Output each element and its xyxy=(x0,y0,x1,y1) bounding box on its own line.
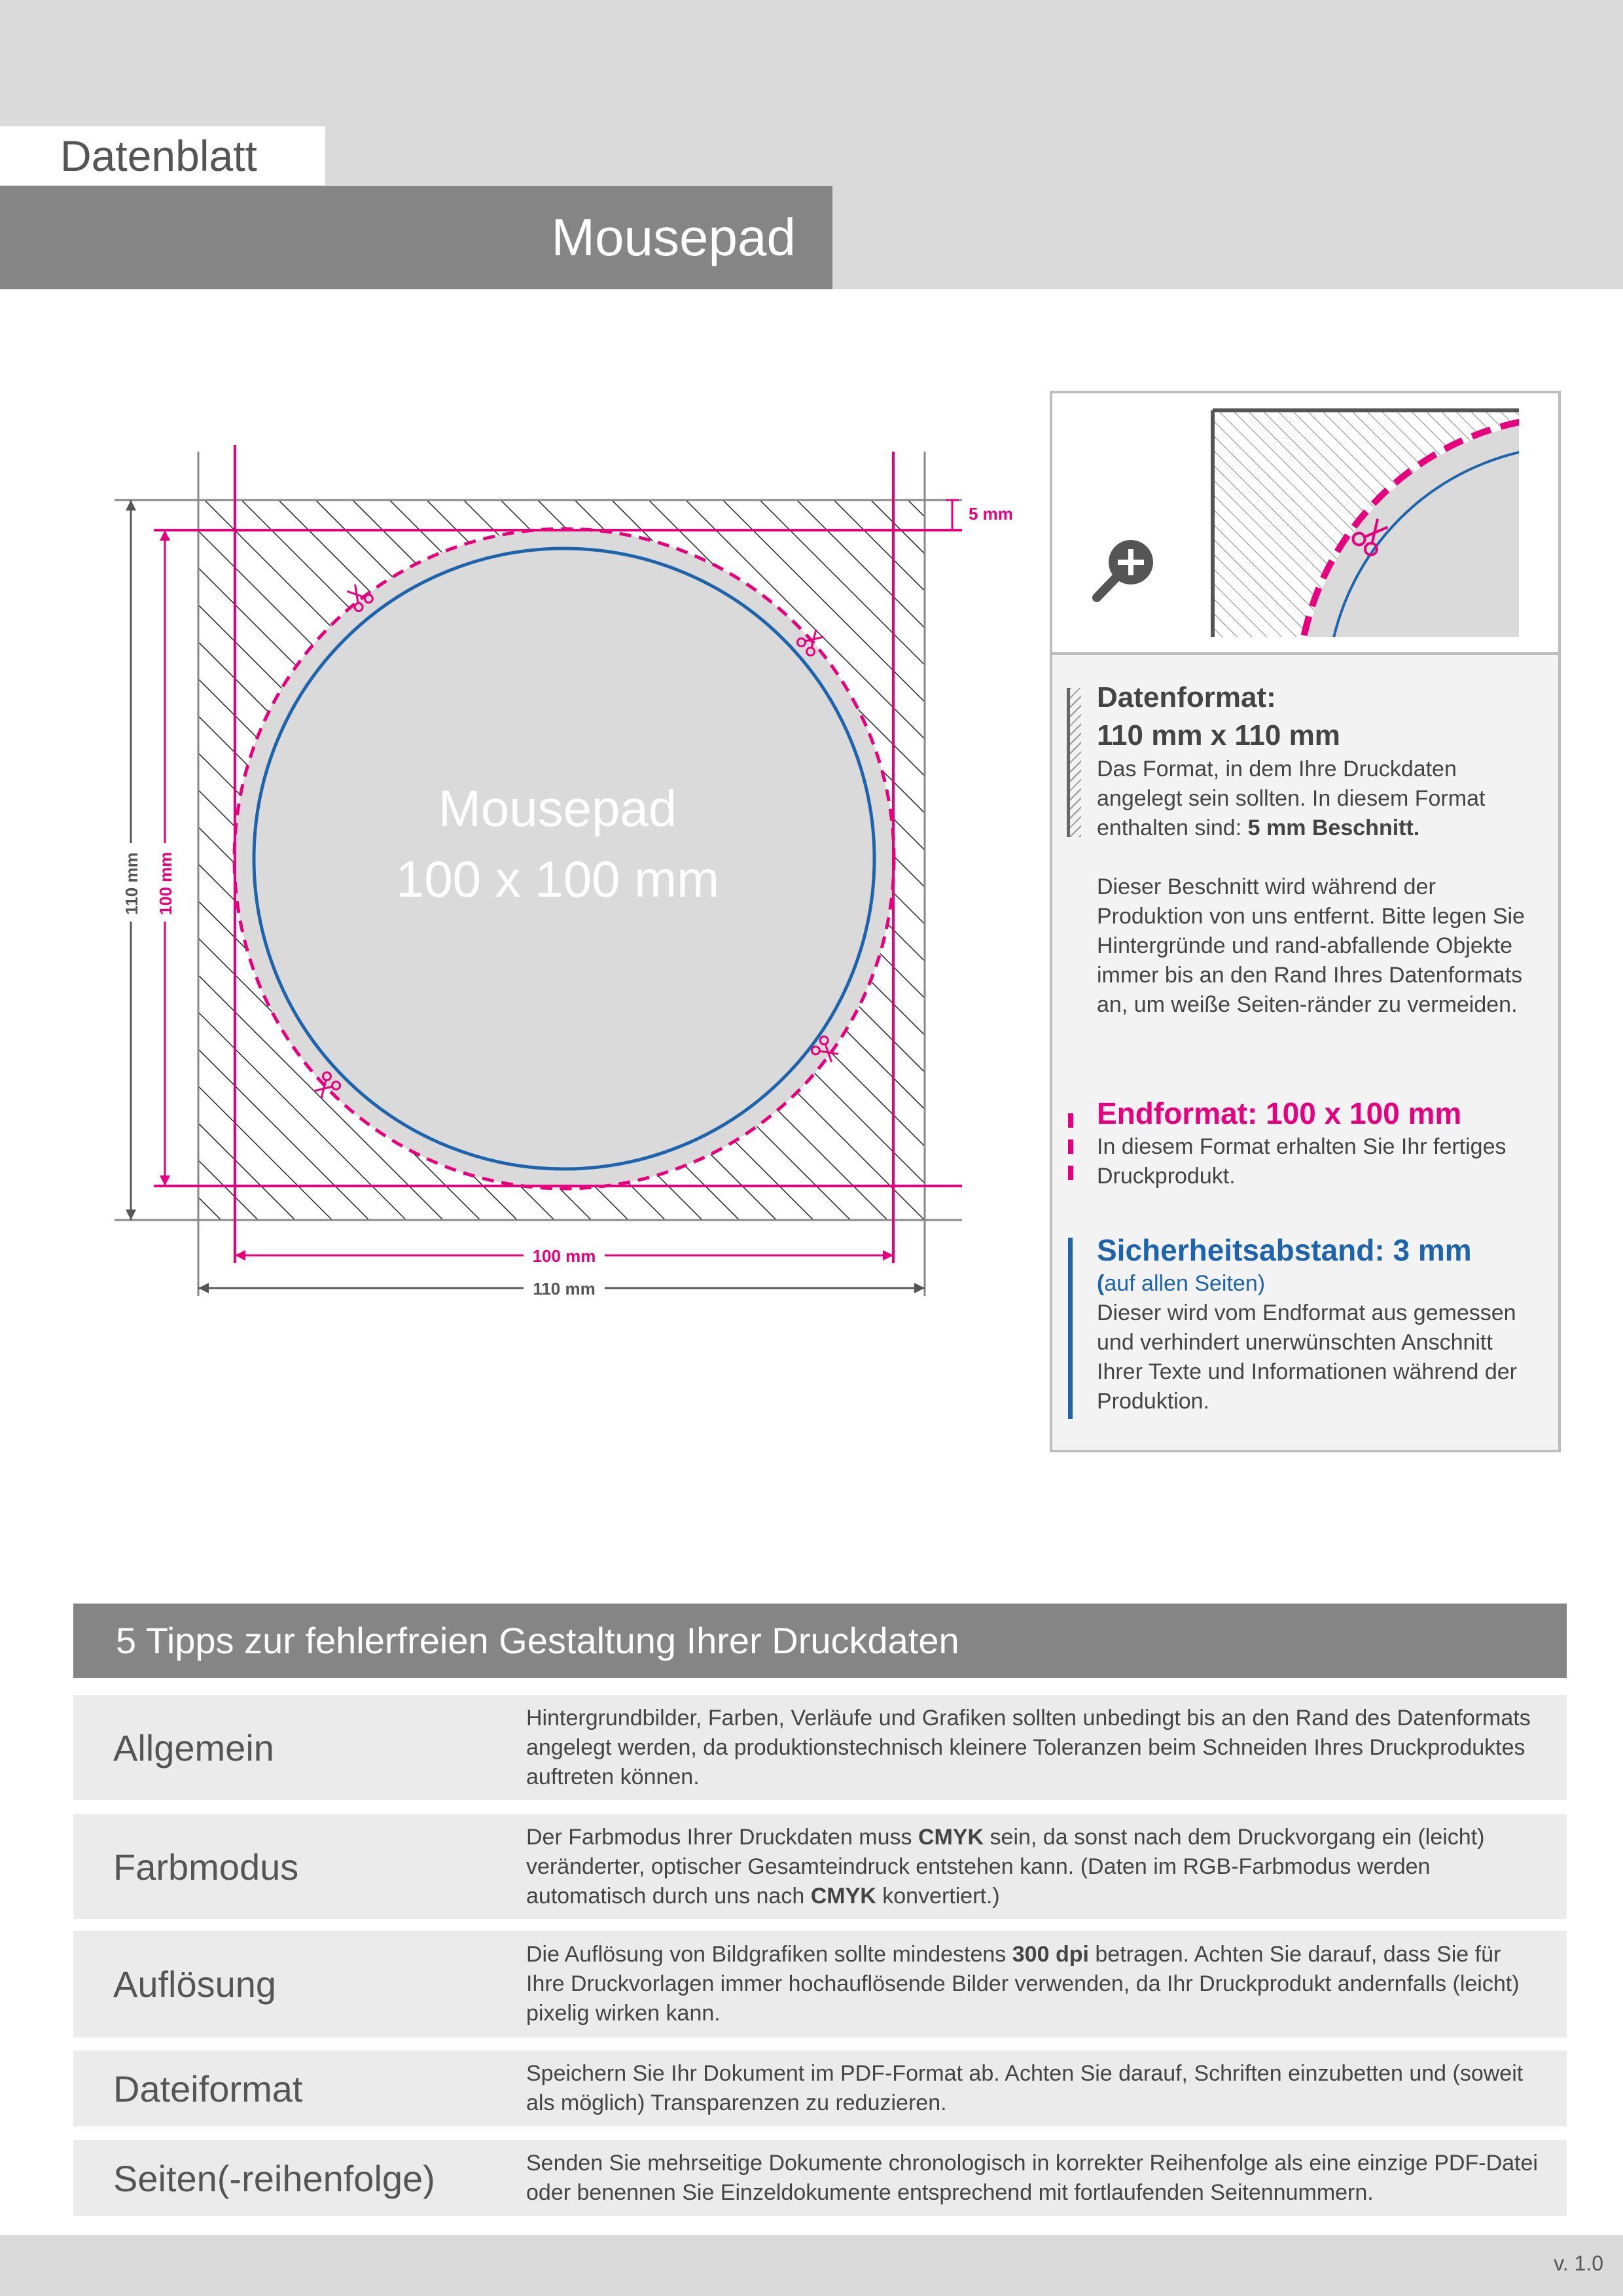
endformat-section xyxy=(1097,1094,1539,1191)
datenblatt-label: Datenblatt xyxy=(0,126,325,185)
tip-text: Senden Sie mehrseitige Dokumente chronologisch in korrekter Reihenfolge als eine einzige PDF-Datei oder benennen Sie Einzeldokumente entsprechend mit fortlaufenden Seitennummern. xyxy=(526,2151,1538,2205)
datenformat-text: Das Format, in dem Ihre Druckdaten angelegt sein sollten. In diesem Format enthalten sind: 5 mm Beschnitt. xyxy=(1097,757,1486,840)
tip-title: Allgemein xyxy=(113,1727,274,1768)
tips-heading: 5 Tipps zur fehlerfreien Gestaltung Ihrer Druckdaten xyxy=(73,1604,1567,1678)
version-label: v. 1.0 xyxy=(1554,2251,1603,2275)
tip-title: Dateiformat xyxy=(113,2068,303,2109)
datenformat-section xyxy=(1097,679,1539,1020)
datenformat-size: 110 mm x 110 mm xyxy=(1097,719,1340,751)
data-height-label: 110 mm xyxy=(122,852,141,915)
bleed-label: 5 mm xyxy=(969,504,1013,524)
tip-aufloesung xyxy=(73,1931,1567,2037)
center-size: 100 x 100 mm xyxy=(395,850,720,908)
center-title: Mousepad xyxy=(438,780,677,837)
data-width-label: 110 mm xyxy=(533,1279,596,1299)
zoom-detail-graphic xyxy=(1213,410,1558,652)
sicherheit-text: Dieser wird vom Endformat aus gemessen und verhindert unerwünschten Anschnitt Ihrer Texte und Informationen während der Produktion. xyxy=(1097,1300,1517,1414)
final-height-label: 100 mm xyxy=(156,852,175,916)
format-diagram xyxy=(0,393,1021,1309)
datenformat-title: Datenformat: xyxy=(1097,681,1276,713)
tip-title: Seiten(-reihenfolge) xyxy=(113,2157,435,2199)
safety-marker xyxy=(1068,1238,1073,1419)
sicherheit-section xyxy=(1097,1231,1539,1416)
endformat-text: In diesem Format erhalten Sie Ihr fertiges Druckprodukt. xyxy=(1097,1134,1507,1189)
data-format-marker xyxy=(1067,688,1081,837)
sicherheit-sub: (auf allen Seiten) xyxy=(1097,1271,1266,1296)
tip-text: Die Auflösung von Bildgrafiken sollte mindestens 300 dpi betragen. Achten Sie darauf, dass Sie für Ihre Druckvorlagen immer hochauflösende Bilder verwenden, da Ihr Druckprodukt andernfalls (leicht) pixelig wirken kann. xyxy=(526,1942,1520,2026)
tip-title: Auflösung xyxy=(113,1964,277,2005)
endformat-title: Endformat: 100 x 100 mm xyxy=(1097,1096,1462,1130)
tip-farbmodus xyxy=(73,1814,1567,1919)
footer xyxy=(0,2235,1623,2296)
tip-title: Farbmodus xyxy=(113,1846,299,1888)
tip-seiten xyxy=(73,2140,1567,2216)
info-panel xyxy=(1050,653,1561,1452)
tip-text: Speichern Sie Ihr Dokument im PDF-Format ab. Achten Sie darauf, Schriften einzubetten und (soweit als möglich) Transparenzen zu reduzieren. xyxy=(526,2061,1524,2115)
zoom-detail-panel xyxy=(1050,391,1561,655)
final-width-label: 100 mm xyxy=(532,1246,596,1266)
tip-text: Der Farbmodus Ihrer Druckdaten muss CMYK sein, da sonst nach dem Druckvorgang ein (leicht) veränderter, optischer Gesamteindruck entstehen kann. (Daten im RGB-Farbmodus werden automatisch durch uns nach CMYK konvertiert.) xyxy=(526,1824,1485,1909)
product-title: Mousepad xyxy=(0,186,832,289)
end-format-marker xyxy=(1068,1113,1073,1182)
datenformat-more: Dieser Beschnitt wird während der Produktion von uns entfernt. Bitte legen Sie Hintergründe und rand-abfallende Objekte immer bis an den Rand Ihres Datenformats an, um weiße Seiten-ränder zu vermeiden. xyxy=(1097,874,1525,1017)
zoom-icon xyxy=(1097,540,1153,598)
tip-text: Hintergrundbilder, Farben, Verläufe und Grafiken sollten unbedingt bis an den Rand des Datenformats angelegt werden, da produktionstechnisch kleinere Toleranzen beim Schneiden Ihres Druckproduktes auftreten können. xyxy=(526,1705,1531,1789)
tip-dateiformat xyxy=(73,2051,1567,2126)
sicherheit-title: Sicherheitsabstand: 3 mm xyxy=(1097,1233,1472,1267)
tip-allgemein xyxy=(73,1695,1567,1800)
